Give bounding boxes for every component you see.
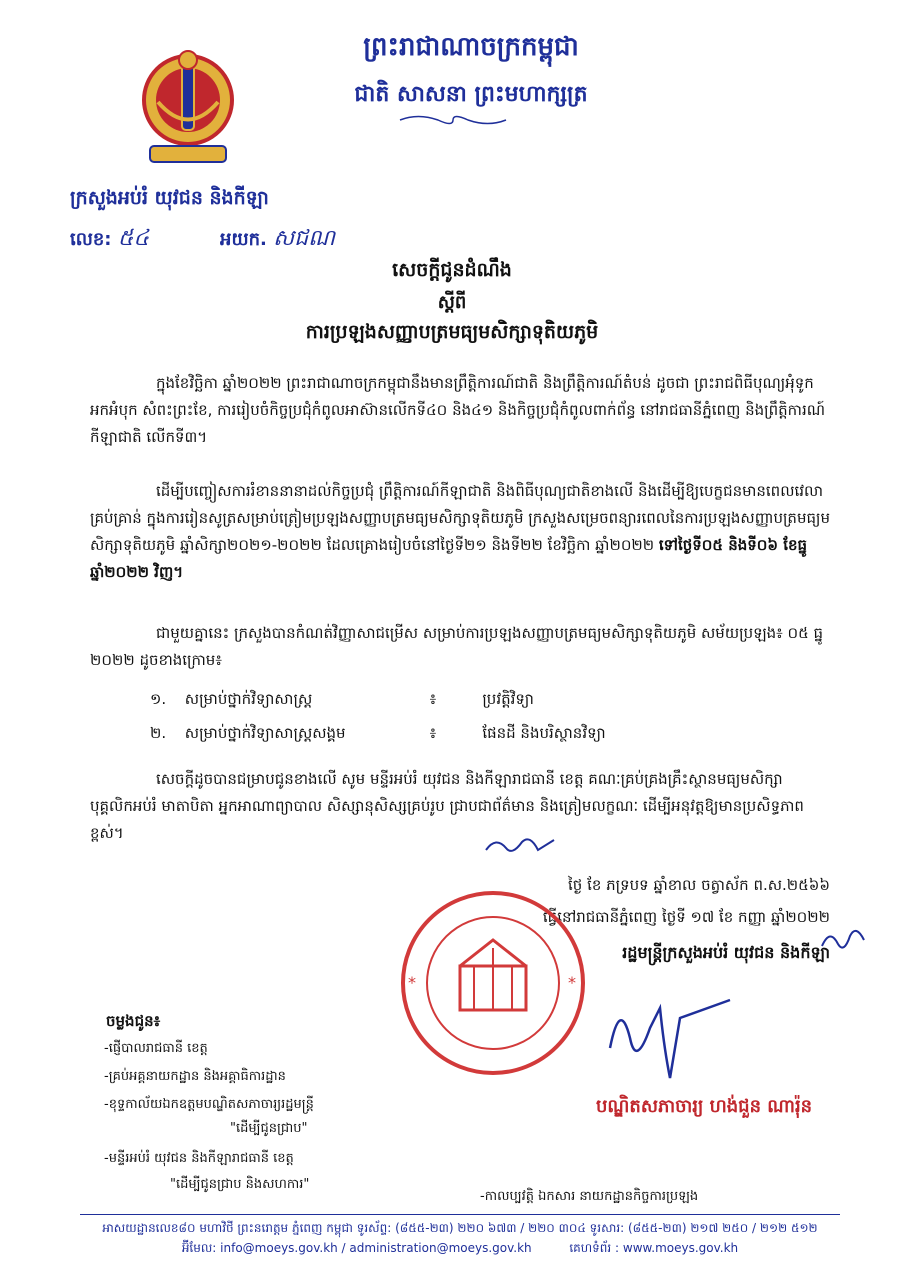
document-title: សេចក្តីជូនដំណឹង <box>392 259 512 281</box>
minister-title: រដ្ឋមន្ត្រីក្រសួងអប់រំ យុវជន និងកីឡា <box>622 943 830 962</box>
svg-text:*: * <box>568 973 576 992</box>
initials-icon <box>818 920 868 964</box>
list-item-number: ១. <box>150 690 167 708</box>
list-item-value: ផែនដី និងបរិស្ថានវិទ្យា <box>482 724 606 742</box>
footer-address: អាសយដ្ឋានលេខ៨០ មហាវិថី ព្រះនរោត្តម ភ្នំពេញ កម្ពុជា ទូរស័ព្ទ: (៨៥៥-២៣) ២២០ ៦៧៣ / ២២០ ៣០៤ ទូរសារ: (៨៥៥-២៣) ២១៧ ២៥០ / ២១២ ៥១២ <box>102 1221 818 1235</box>
national-motto: ជាតិ សាសនា ព្រះមហាក្សត្រ <box>354 82 588 107</box>
list-item-number: ២. <box>150 724 167 742</box>
paragraph-3-text: ជាមួយគ្នានេះ ក្រសួងបានកំណត់វិញ្ញាសាជម្រើស សម្រាប់ការប្រឡងសញ្ញាបត្រមធ្យមសិក្សាទុតិយភូមិ សម័យប្រឡង៖ ០៥ ធ្នូ ២០២២ ដូចខាងក្រោម៖ <box>90 624 824 669</box>
ref-label: លេខ: <box>70 229 112 250</box>
handwritten-mark-icon <box>482 832 562 866</box>
reference-line <box>70 224 335 256</box>
web-link[interactable]: www.moeys.gov.kh <box>622 1241 739 1255</box>
title-about: ស្តីពី <box>437 292 467 313</box>
list-item <box>150 690 534 712</box>
web-label: គេហទំព័រ : <box>569 1241 620 1255</box>
cc-item: "ដើម្បីជូនជ្រាប និងសហការ" <box>170 1177 310 1192</box>
paragraph-4-text: សេចក្តីដូចបានជម្រាបជូនខាងលើ សូម មន្ទីរអប់រំ យុវជន និងកីឡារាជធានី ខេត្ត គណៈគ្រប់គ្រងគ្រឹះស្ថានមធ្យមសិក្សា បុគ្គលិកអប់រំ មាតាបិតា អ្នកអាណាព្យាបាល សិស្សានុសិស្សគ្រប់រូប ជ្រាបជាព័ត៌មាន និងត្រៀមលក្ខណៈ ដើម្បីអនុវត្តឱ្យមានប្រសិទ្ធភាពខ្ពស់។ <box>90 770 804 842</box>
cc-item: "ដើម្បីជូនជ្រាប" <box>230 1121 308 1136</box>
lunar-date: ថ្ងៃ ខែ ភទ្របទ ឆ្នាំខាល ចត្វាស័ក ព.ស.២៥៦៦ <box>568 876 830 894</box>
list-item-label: សម្រាប់ថ្នាក់វិទ្យាសាស្ត្រ <box>184 690 313 708</box>
paragraph-2 <box>90 478 830 586</box>
list-item <box>150 724 606 746</box>
paragraph-4 <box>90 766 830 847</box>
ref-number: ៥៤ <box>117 226 149 251</box>
paragraph-3 <box>90 620 830 674</box>
cc-item: -កាលប្បវត្តិ ឯកសារ នាយកដ្ឋានកិច្ចការប្រឡង <box>480 1189 699 1204</box>
signer-name: បណ្ឌិតសភាចារ្យ ហង់ជួន ណារ៉ុន <box>596 1096 813 1117</box>
cc-item: -គ្រប់អគ្គនាយកដ្ឋាន និងអគ្គាធិការដ្ឋាន <box>104 1069 286 1084</box>
title-subject: ការប្រឡងសញ្ញាបត្រមធ្យមសិក្សាទុតិយភូមិ <box>305 321 599 343</box>
solar-date: ធ្វើនៅរាជធានីភ្នំពេញ ថ្ងៃទី ១៧ ខែ កញ្ញា ឆ្នាំ២០២២ <box>542 908 830 926</box>
list-item-separator: ៖ <box>429 690 437 708</box>
ref-suffix-label: អយក. <box>220 229 267 250</box>
email-link[interactable]: info@moeys.gov.kh / administration@moeys.gov.kh <box>220 1241 532 1255</box>
ornament-divider-icon <box>398 112 508 131</box>
kingdom-heading: ព្រះរាជាណាចក្រកម្ពុជា <box>363 32 579 62</box>
list-item-separator: ៖ <box>429 724 437 742</box>
cc-item: -មន្ទីរអប់រំ យុវជន និងកីឡារាជធានី ខេត្ត <box>104 1151 294 1166</box>
cc-item: -ផ្ញើបាលរាជធានី ខេត្ត <box>104 1041 208 1056</box>
footer-divider <box>80 1214 840 1215</box>
red-ministry-stamp-icon <box>398 888 588 1082</box>
cc-title: ចម្លងជូន៖ <box>106 1012 161 1030</box>
list-item-value: ប្រវត្តិវិទ្យា <box>482 690 534 708</box>
footer-contact <box>60 1240 860 1258</box>
paragraph-1 <box>90 370 830 451</box>
ref-suffix: សជណ <box>273 226 335 251</box>
ministry-emblem-icon <box>138 42 238 176</box>
paragraph-1-text: ក្នុងខែវិច្ឆិកា ឆ្នាំ២០២២ ព្រះរាជាណាចក្រកម្ពុជានឹងមានព្រឹត្តិការណ៍ជាតិ និងព្រឹត្តិការណ៍តំបន់ ដូចជា ព្រះរាជពិធីបុណ្យអុំទូក អកអំបុក សំពះព្រះខែ, ការរៀបចំកិច្ចប្រជុំកំពូលអាស៊ានលើកទី៤០ និង៤១ និងកិច្ចប្រជុំកំពូលពាក់ព័ន្ធ នៅរាជធានីភ្នំពេញ និងព្រឹត្តិការណ៍កីឡាជាតិ លើកទី៣។ <box>90 374 826 446</box>
ministry-name: ក្រសួងអប់រំ យុវជន និងកីឡា <box>70 187 269 209</box>
email-label: អ៊ីមែល: <box>181 1241 217 1255</box>
svg-text:*: * <box>408 973 416 992</box>
signature-icon <box>590 988 740 1092</box>
cc-item: -ខុទ្ទកាល័យឯកឧត្តមបណ្ឌិតសភាចារ្យរដ្ឋមន្ត្រី <box>104 1097 314 1112</box>
paragraph-2-bold: ទៅថ្ងៃទី០៥ និងទី០៦ ខែធ្នូ ឆ្នាំ២០២២ វិញ។ <box>90 536 808 581</box>
paragraph-2-text: ដើម្បីបញ្ចៀសការរំខាននានាដល់កិច្ចប្រជុំ ព្រឹត្តិការណ៍កីឡាជាតិ និងពិធីបុណ្យជាតិខាងលើ និងដើម្បីឱ្យបេក្ខជនមានពេលវេលាគ្រប់គ្រាន់ ក្នុងការរៀនសូត្រសម្រាប់ត្រៀមប្រឡងសញ្ញាបត្រមធ្យមសិក្សាទុតិយភូមិ ក្រសួងសម្រេចពន្យារពេលនៃការប្រឡងសញ្ញាបត្រមធ្យមសិក្សាទុតិយភូមិ ឆ្នាំសិក្សា២០២១-២០២២ ដែលគ្រោងរៀបចំនៅថ្ងៃទី២១ និងទី២២ ខែវិច្ឆិកា ឆ្នាំ២០២២ <box>90 482 830 554</box>
list-item-label: សម្រាប់ថ្នាក់វិទ្យាសាស្ត្រសង្គម <box>184 724 346 742</box>
